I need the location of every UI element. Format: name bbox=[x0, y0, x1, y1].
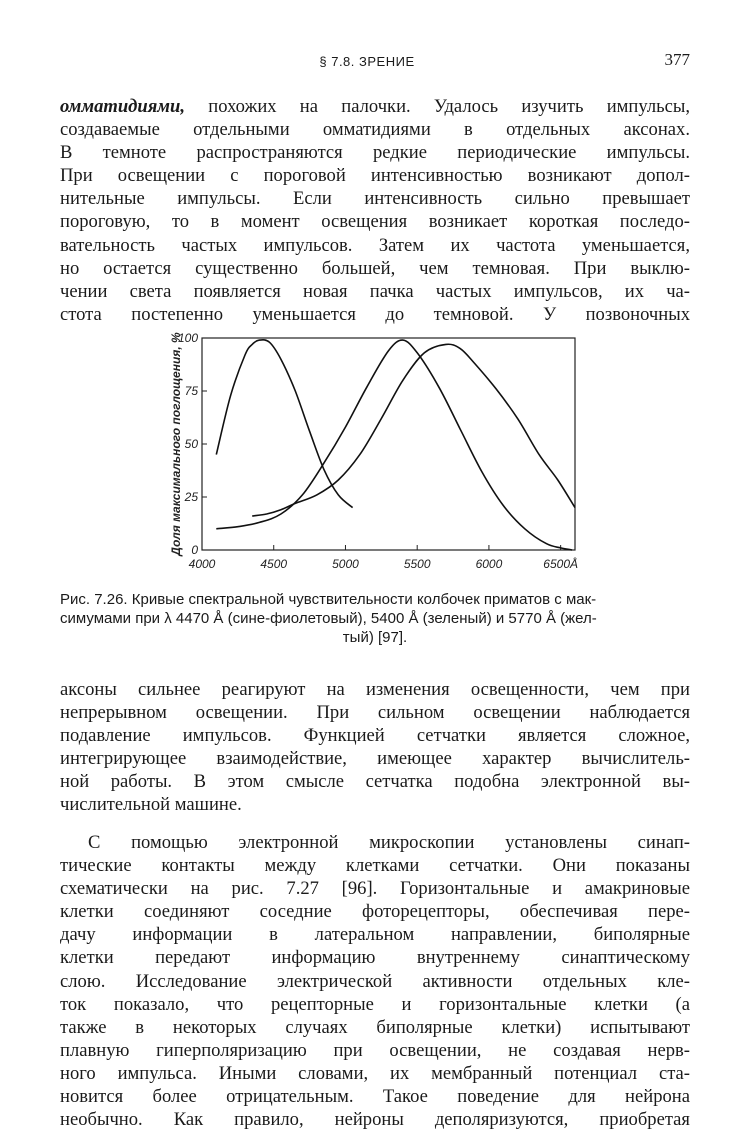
text-line: необычно. Как правило, нейроны деполяризуются, приобретая bbox=[60, 1109, 690, 1131]
y-tick-label: 0 bbox=[191, 543, 198, 557]
text-line: ток показало, что рецепторные и горизонтальные клетки (а bbox=[60, 993, 690, 1015]
text-line: клетки соединяют соседние фоторецепторы, обеспечивая пере- bbox=[60, 901, 690, 923]
x-tick-label: 4000 bbox=[188, 557, 216, 571]
series-line bbox=[216, 340, 352, 508]
caption-line: симумами при λ 4470 Å (сине-фиолетовый), 5400 Å (зеленый) и 5770 Å (жел- bbox=[60, 610, 597, 627]
text-line: слою. Исследование электрической активности отдельных кле- bbox=[60, 970, 690, 992]
x-tick-label: 5000 bbox=[332, 557, 359, 571]
text-line: клетки передают информацию внутреннему синаптическому bbox=[60, 947, 690, 969]
y-axis-label: Доля максимального поглощения, % bbox=[169, 332, 183, 556]
text-line: плавную гиперполяризацию при освещении, не создавая нерв- bbox=[60, 1039, 690, 1061]
text-line: схематически на рис. 7.27 [96]. Горизонтальные и амакриновые bbox=[60, 878, 690, 900]
text-line: числительной машине. bbox=[60, 794, 242, 816]
text-line: но остается существенно большей, чем темновая. При выклю- bbox=[60, 257, 690, 279]
text-line: стота постепенно уменьшается до темновой. У позвоночных bbox=[60, 303, 690, 325]
series-line bbox=[252, 344, 575, 516]
plot-frame bbox=[202, 338, 575, 550]
y-tick-label: 100 bbox=[177, 331, 198, 345]
top-paragraph bbox=[60, 95, 690, 326]
text-line: новится более отрицательным. Такое поведение для нейрона bbox=[60, 1086, 690, 1108]
chart-svg bbox=[150, 328, 600, 578]
lead-term: омматидиями, bbox=[60, 96, 186, 117]
text-line: вательность частых импульсов. Затем их частота уменьшается, bbox=[60, 234, 690, 256]
spectral-sensitivity-chart bbox=[150, 328, 600, 578]
text-line: создаваемые отдельными омматидиями в отдельных аксонах. bbox=[60, 119, 690, 141]
x-tick-label: 6500Å bbox=[543, 557, 579, 571]
figure-caption bbox=[60, 590, 690, 647]
paragraph-computation bbox=[60, 678, 690, 817]
text-line-rest: похожих на палочки. Удалось изучить импульсы, bbox=[208, 96, 690, 117]
running-head: § 7.8. ЗРЕНИЕ bbox=[319, 54, 415, 69]
paragraph-synapses bbox=[60, 831, 690, 1131]
caption-line: тый) [97]. bbox=[342, 629, 408, 646]
page-number: 377 bbox=[664, 50, 690, 69]
text-line: пороговую, то в момент освещения возникает короткая последо- bbox=[60, 211, 690, 233]
text-line: тические контакты между клетками сетчатки. Они показаны bbox=[60, 855, 690, 877]
x-tick-label: 5500 bbox=[403, 557, 431, 571]
text-line: нительные импульсы. Если интенсивность сильно превышает bbox=[60, 188, 690, 210]
text-line: также в некоторых случаях биполярные клетки) испытывают bbox=[60, 1016, 690, 1038]
text-line: интегрирующее взаимодействие, имеющее характер вычислитель- bbox=[60, 748, 690, 770]
text-line: дачу информации в латеральном направлении, биполярные bbox=[60, 924, 690, 946]
text-line bbox=[60, 95, 690, 118]
y-tick-label: 75 bbox=[184, 384, 198, 398]
page-header bbox=[44, 50, 690, 74]
y-tick-label: 50 bbox=[184, 437, 198, 451]
y-tick-label: 25 bbox=[184, 490, 198, 504]
text-line: В темноте распространяются редкие периодические импульсы. bbox=[60, 142, 690, 164]
x-tick-label: 4500 bbox=[260, 557, 288, 571]
text-line: аксоны сильнее реагируют на изменения освещенности, чем при bbox=[60, 679, 690, 700]
text-line: чении света появляется новая пачка частых импульсов, их ча- bbox=[60, 280, 690, 302]
text-line: ной работы. В этом смысле сетчатка подобна электронной вы- bbox=[60, 771, 690, 793]
text-line: подавление импульсов. Функцией сетчатки является сложное, bbox=[60, 725, 690, 747]
text-line: С помощью электронной микроскопии установлены синап- bbox=[88, 832, 690, 853]
text-line: непрерывном освещении. При сильном освещении наблюдается bbox=[60, 702, 690, 724]
text-line: При освещении с пороговой интенсивностью возникают допол- bbox=[60, 165, 690, 187]
series-line bbox=[216, 340, 572, 550]
x-tick-label: 6000 bbox=[475, 557, 503, 571]
caption-line: Рис. 7.26. Кривые спектральной чувствительности колбочек приматов с мак- bbox=[60, 591, 597, 608]
text-line: ного импульса. Иными словами, их мембранный потенциал ста- bbox=[60, 1062, 690, 1084]
